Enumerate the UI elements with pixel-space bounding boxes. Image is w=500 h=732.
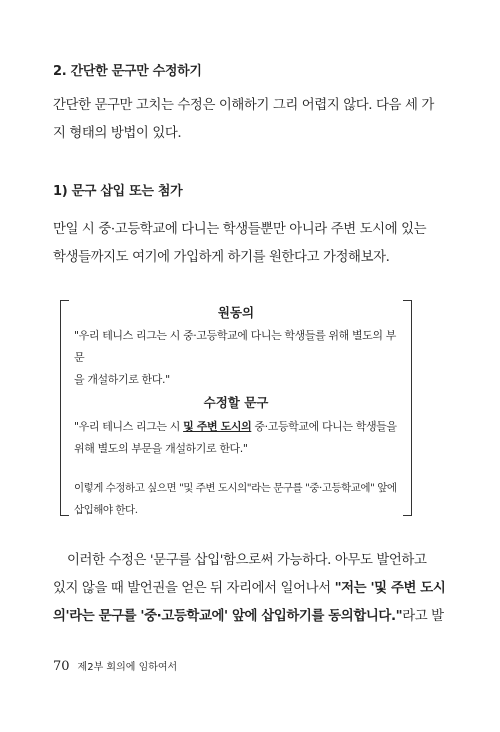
closing-line-3 (53, 603, 453, 631)
original-motion-text (74, 325, 404, 391)
closing-line-2-text: 있지 않을 때 발언권을 얻은 뒤 자리에서 일어나서 (53, 581, 335, 596)
example-box (60, 300, 412, 514)
closing-line-3-bold: 의'라는 문구를 '중·고등학교에' 앞에 삽입하기를 동의합니다." (53, 609, 403, 624)
closing-paragraph (53, 547, 453, 631)
closing-line-2 (53, 575, 453, 603)
amended-line-1-end: 중·고등학교에 다니는 학생들을 (251, 420, 397, 433)
amended-line-1 (74, 416, 404, 438)
example-line-1: 만일 시 중·고등학교에 다니는 학생들뿐만 아니라 주변 도시에 있는 (53, 222, 427, 237)
original-line-2: 을 개설하기로 한다." (74, 373, 170, 386)
part-title: 제2부 회의에 임하여서 (77, 662, 178, 673)
example-line-2: 학생들까지도 여기에 가입하게 하기를 원한다고 가정해보자. (53, 250, 390, 265)
page-number: 70 (53, 659, 70, 674)
page-footer (53, 658, 177, 674)
note-line-2: 삽입해야 한다. (74, 504, 138, 516)
note-line-1: 이렇게 수정하고 싶으면 "및 주변 도시의"라는 문구를 "중·고등학교에" 앞에 (74, 482, 397, 494)
intro-line-1: 간단한 문구만 고치는 수정은 이해하기 그리 어렵지 않다. 다음 세 가 (53, 98, 434, 113)
amended-line-1-start: "우리 테니스 리그는 시 (74, 420, 184, 433)
original-motion-title: 원동의 (217, 305, 255, 320)
amended-text (74, 416, 404, 460)
amended-line-2: 위해 별도의 부문을 개설하기로 한다." (74, 442, 248, 455)
box-note (74, 477, 404, 521)
section-heading: 2. 간단한 문구만 수정하기 (53, 64, 202, 79)
intro-line-2: 지 형태의 방법이 있다. (53, 126, 182, 141)
intro-paragraph (53, 92, 453, 148)
closing-line-3-tail: 라고 발 (402, 609, 444, 624)
inserted-phrase: 및 주변 도시의 (183, 420, 252, 433)
original-line-1: "우리 테니스 리그는 시 중·고등학교에 다니는 학생들를 위해 별도의 부문 (74, 329, 396, 364)
closing-line-1: 이러한 수정은 '문구를 삽입'함으로써 가능하다. 아무도 발언하고 (67, 553, 427, 568)
amended-text-title: 수정할 문구 (203, 395, 269, 410)
subsection-heading: 1) 문구 삽입 또는 첨가 (53, 184, 183, 199)
example-paragraph (53, 216, 453, 272)
closing-line-2-bold: "저는 '및 주변 도시 (334, 581, 446, 596)
